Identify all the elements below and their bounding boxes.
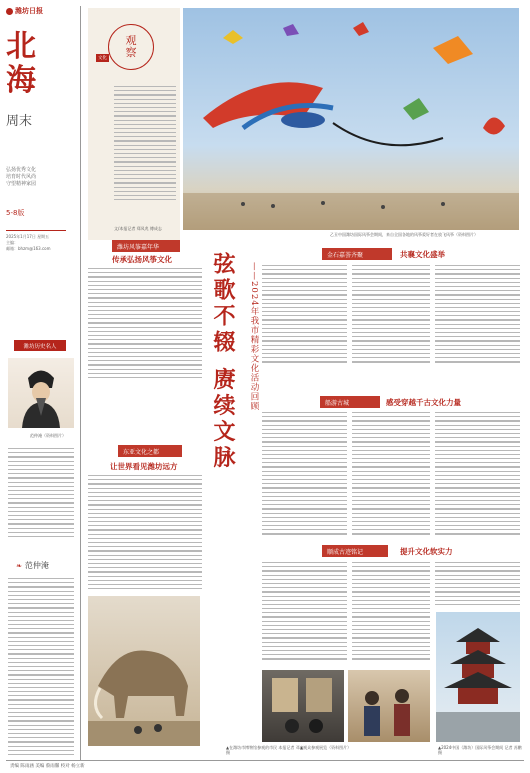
masthead-subtitle: 周末 [6, 114, 33, 129]
section-heritage-title: 顺成古迹铭记 [322, 545, 388, 557]
feature-badge: 观 察 [108, 24, 154, 70]
editor-line: 主编： [6, 240, 18, 245]
museum-photo [88, 596, 200, 746]
section-kite-festival-title: 潍坊风筝嘉年华 [112, 240, 180, 252]
person-name: ❧ 范仲淹 [16, 561, 49, 570]
bottom-right-caption: ▲2024中国（潍坊）国际风筝会期间 记者 苏鹏 摄 [438, 745, 522, 755]
masthead-tagline: 弘扬优秀文化 培育时代风尚 守望精神家园 [6, 167, 37, 187]
people-photo [348, 670, 430, 742]
bottom-left-caption: ▲在潍坊市博物馆参观的市民 本报记者 邓亮 摄 [226, 745, 304, 755]
section-boat-title: 船游古城 [320, 396, 380, 408]
portrait-image [8, 358, 74, 428]
kite-photo-caption: 乙丑中国潍坊国际风筝会期间，来自全国各地的风筝爱好者在放飞风筝（资料图片） [330, 232, 478, 237]
section-kite-festival-subtitle: 传承弘扬风筝文化 [112, 255, 172, 264]
section-boat-subtitle: 感受穿越千古文化力量 [386, 398, 461, 407]
side-header: 潍坊历史名人 [14, 340, 66, 351]
issue-date: 2025年1月17日 星期五 [6, 234, 50, 239]
bottom-mid-caption: ▲观众参观展览（资料图片） [300, 745, 352, 750]
masthead-title: 北 海 [6, 29, 36, 98]
vertical-headline: 弦歌不辍 赓续文脉 [210, 252, 236, 472]
portrait-caption: 范仲淹（资料图片） [30, 433, 66, 438]
vertical-subtitle: ——2024年我市精彩文化活动回顾 [249, 262, 259, 412]
section-east-asia-subtitle: 让世界看见潍坊远方 [110, 462, 178, 471]
badge-small-label: 文化 [98, 56, 107, 61]
masthead [6, 6, 74, 306]
kite-photo [183, 8, 519, 230]
section-stone-title: 金石嘉荟齐聚 [322, 248, 392, 260]
page-number: 5-8版 [6, 209, 25, 217]
exhibition-photo [262, 670, 344, 742]
newspaper-logo: 潍坊日报 [6, 6, 74, 16]
leaf-icon: ❧ [16, 561, 22, 570]
pagoda-photo [436, 612, 520, 742]
footer-credits: 责编 陈雨涵 美编 蔡雨馨 校对 杨立新 [10, 764, 85, 769]
logo-icon [6, 8, 13, 15]
email-line: 邮箱：bhzm@163.com [6, 246, 51, 251]
section-heritage-subtitle: 提升文化软实力 [400, 547, 453, 556]
section-stone-subtitle: 共襄文化盛举 [400, 250, 445, 259]
intro-author: 文/本报记者 郑凤兆 傅成志 [114, 226, 162, 231]
section-east-asia-title: 东亚文化之都 [118, 445, 182, 457]
